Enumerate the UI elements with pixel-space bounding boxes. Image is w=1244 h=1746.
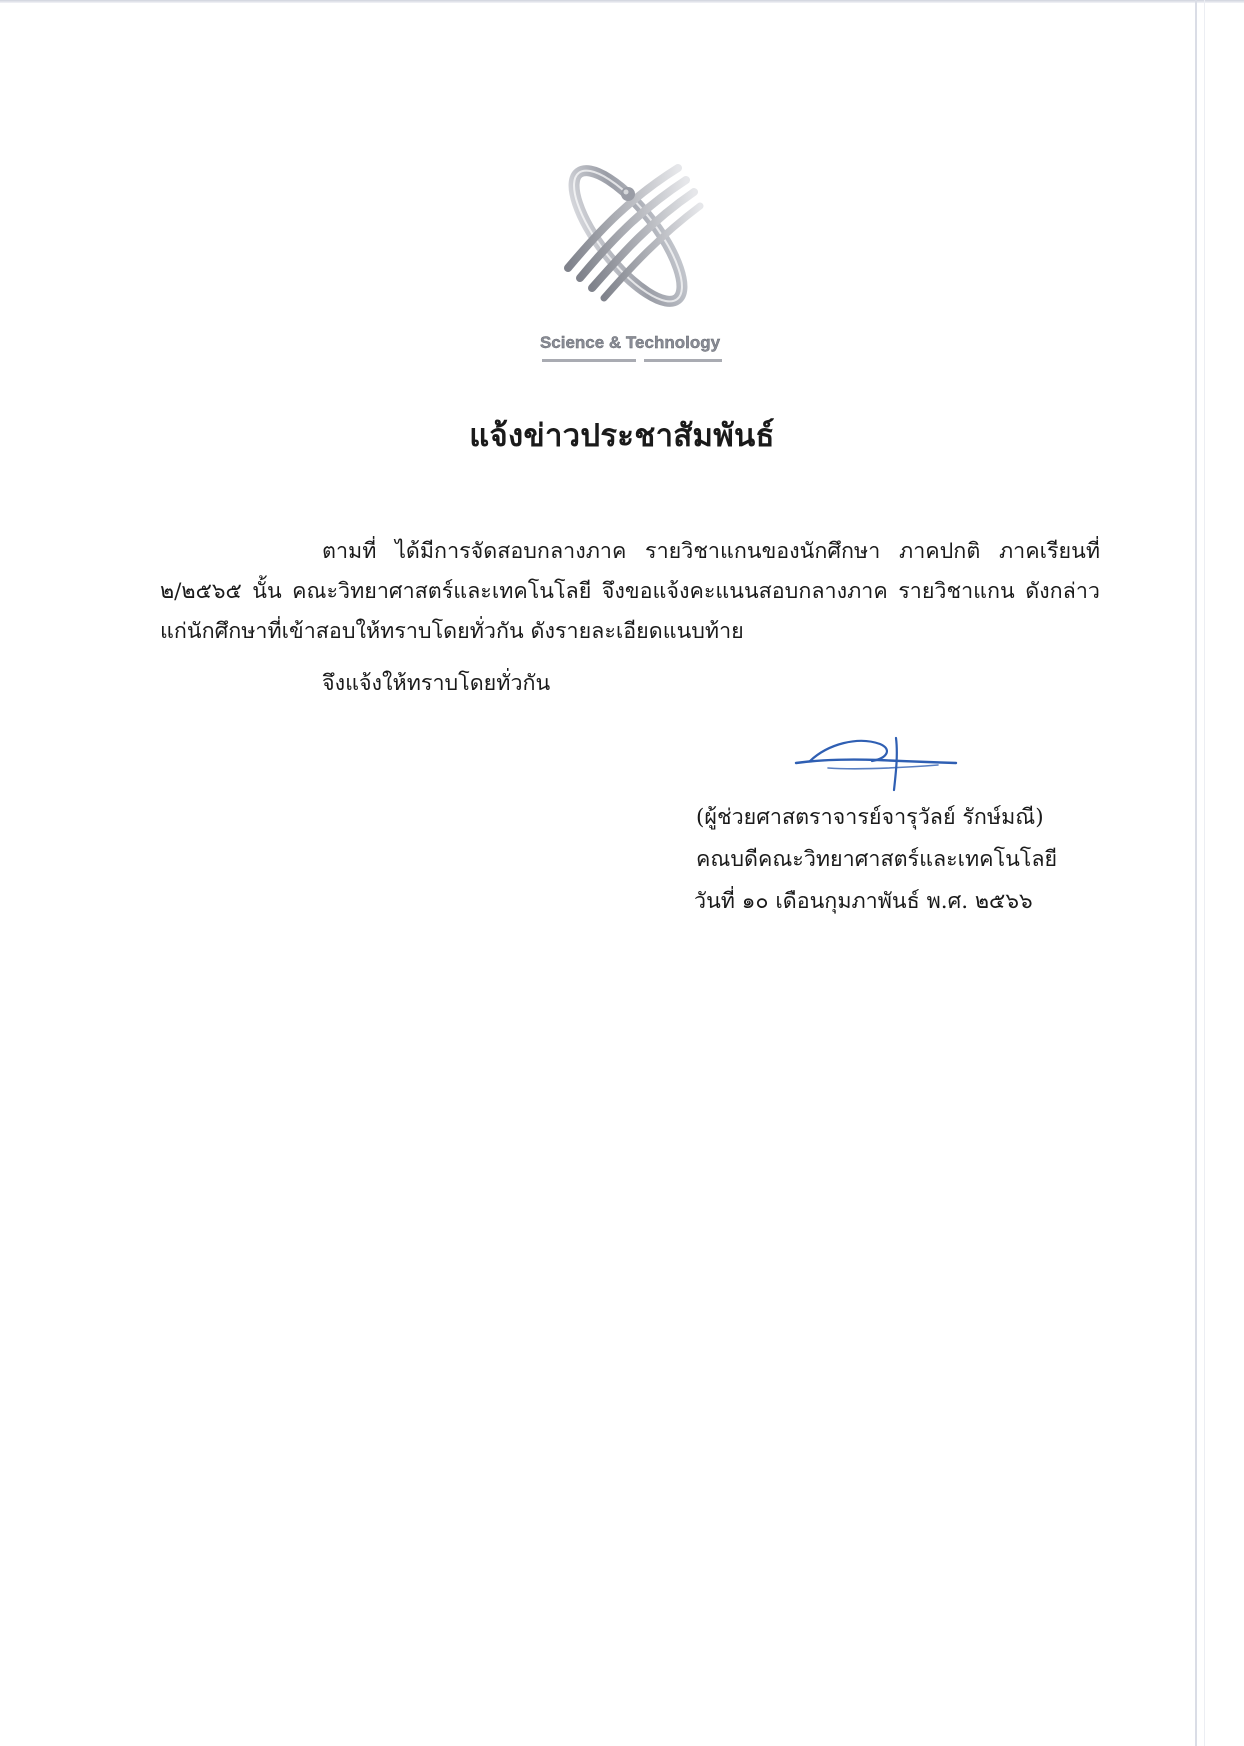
announcement-date: วันที่ ๑๐ เดือนกุมภาพันธ์ พ.ศ. ๒๕๖๖: [694, 889, 1033, 914]
closing-statement: จึงแจ้งให้ทราบโดยทั่วกัน: [322, 671, 551, 696]
signatory-block: [694, 797, 1058, 923]
announcement-paragraph: [160, 532, 1100, 652]
signatory-name: (ผู้ช่วยศาสตราจารย์จารุวัลย์ รักษ์มณี): [696, 805, 1044, 830]
signatory-position: คณบดีคณะวิทยาศาสตร์และเทคโนโลยี: [696, 847, 1058, 872]
paragraph-line: แก่นักศึกษาที่เข้าสอบให้ทราบโดยทั่วกัน ดังรายละเอียดแนบท้าย: [160, 619, 744, 644]
scan-edge-right-faint: [1204, 0, 1205, 1746]
handwritten-signature: [788, 730, 963, 795]
science-technology-logo: [510, 150, 750, 375]
page-title: แจ้งข่าวประชาสัมพันธ์: [469, 418, 775, 454]
paragraph-line: ๒/๒๕๖๕ นั้น คณะวิทยาศาสตร์และเทคโนโลยี จึงขอแจ้งคะแนนสอบกลางภาค รายวิชาแกน ดังกล่าว: [160, 579, 1100, 604]
scan-edge-right: [1195, 0, 1197, 1746]
orbit-logo-icon: [510, 150, 750, 375]
paragraph-line: ตามที่ ได้มีการจัดสอบกลางภาค รายวิชาแกนของนักศึกษา ภาคปกติ ภาคเรียนที่: [322, 539, 1100, 564]
logo-text: Science & Technology: [539, 333, 721, 352]
scan-edge-top: [0, 0, 1244, 3]
